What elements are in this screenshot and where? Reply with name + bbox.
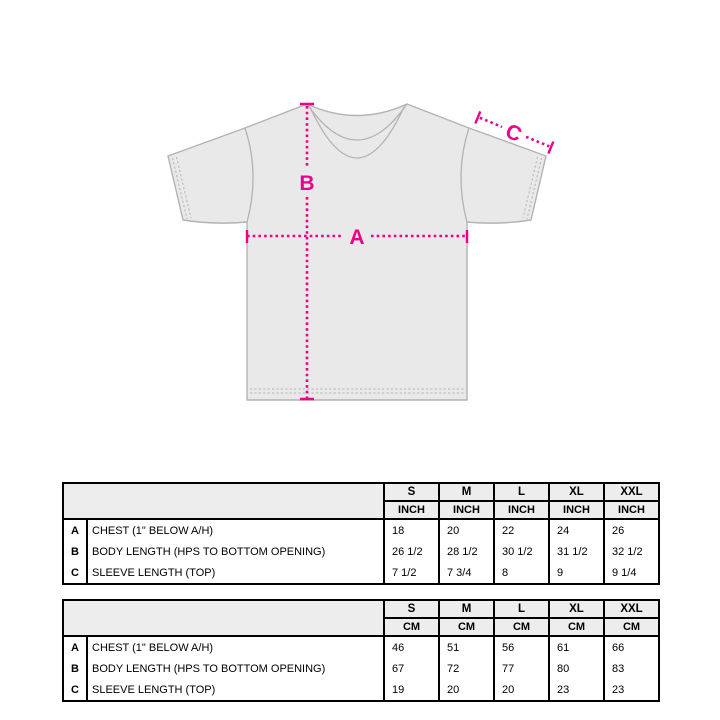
row-label: CHEST (1" BELOW A/H) bbox=[87, 636, 384, 658]
size-table-inch bbox=[62, 482, 660, 585]
cell-value: 31 1/2 bbox=[549, 541, 604, 562]
cell-value: 7 3/4 bbox=[439, 562, 494, 584]
row-key: A bbox=[63, 519, 87, 541]
cell-value: 20 bbox=[439, 679, 494, 701]
size-header: M bbox=[439, 483, 494, 501]
cell-value: 46 bbox=[384, 636, 439, 658]
size-header: L bbox=[494, 483, 549, 501]
cell-value: 22 bbox=[494, 519, 549, 541]
row-key: C bbox=[63, 679, 87, 701]
unit-header: INCH bbox=[494, 501, 549, 519]
row-label: CHEST (1" BELOW A/H) bbox=[87, 519, 384, 541]
unit-header: CM bbox=[384, 618, 439, 636]
cell-value: 26 1/2 bbox=[384, 541, 439, 562]
row-label: BODY LENGTH (HPS TO BOTTOM OPENING) bbox=[87, 541, 384, 562]
unit-header: CM bbox=[604, 618, 659, 636]
cell-value: 80 bbox=[549, 658, 604, 679]
tshirt-body bbox=[168, 104, 546, 400]
cell-value: 56 bbox=[494, 636, 549, 658]
unit-header: INCH bbox=[604, 501, 659, 519]
cell-value: 72 bbox=[439, 658, 494, 679]
unit-header: CM bbox=[439, 618, 494, 636]
cell-value: 9 bbox=[549, 562, 604, 584]
table-corner bbox=[63, 483, 384, 519]
cell-value: 67 bbox=[384, 658, 439, 679]
size-header: M bbox=[439, 600, 494, 618]
cell-value: 61 bbox=[549, 636, 604, 658]
row-label: BODY LENGTH (HPS TO BOTTOM OPENING) bbox=[87, 658, 384, 679]
cell-value: 51 bbox=[439, 636, 494, 658]
cell-value: 26 bbox=[612, 524, 625, 537]
cell-value: 28 1/2 bbox=[439, 541, 494, 562]
measure-label-a: A bbox=[349, 226, 365, 249]
size-table-cm bbox=[62, 599, 660, 702]
row-label: SLEEVE LENGTH (TOP) bbox=[87, 562, 384, 584]
cell-value: 20 bbox=[494, 679, 549, 701]
unit-header: CM bbox=[494, 618, 549, 636]
cell-value: 20 bbox=[439, 519, 494, 541]
unit-header: INCH bbox=[384, 501, 439, 519]
cell-value: 66 bbox=[612, 641, 625, 654]
table-corner bbox=[63, 600, 384, 636]
cell-value: 9 1/4 bbox=[612, 566, 637, 579]
cell-value: 7 1/2 bbox=[384, 562, 439, 584]
table-row bbox=[63, 541, 659, 562]
size-header: XL bbox=[549, 483, 604, 501]
size-header: L bbox=[494, 600, 549, 618]
table-row bbox=[63, 679, 659, 701]
unit-header: CM bbox=[549, 618, 604, 636]
cell-value: 77 bbox=[494, 658, 549, 679]
size-header: XXL bbox=[604, 483, 659, 501]
measure-label-b: B bbox=[299, 172, 315, 195]
row-key: B bbox=[63, 541, 87, 562]
cell-value: 23 bbox=[549, 679, 604, 701]
table-row bbox=[63, 519, 659, 541]
cell-value: 19 bbox=[384, 679, 439, 701]
unit-header: INCH bbox=[549, 501, 604, 519]
row-key: A bbox=[63, 636, 87, 658]
cell-value: 18 bbox=[384, 519, 439, 541]
size-header: XXL bbox=[604, 600, 659, 618]
size-header: S bbox=[384, 483, 439, 501]
cell-value: 23 bbox=[612, 683, 625, 696]
row-label: SLEEVE LENGTH (TOP) bbox=[87, 679, 384, 701]
row-key: C bbox=[63, 562, 87, 584]
cell-value: 8 bbox=[494, 562, 549, 584]
size-header: S bbox=[384, 600, 439, 618]
cell-value: 30 1/2 bbox=[494, 541, 549, 562]
size-header: XL bbox=[549, 600, 604, 618]
table-row bbox=[63, 636, 659, 658]
cell-value: 24 bbox=[549, 519, 604, 541]
row-key: B bbox=[63, 658, 87, 679]
measure-label-c: C bbox=[502, 119, 525, 147]
table-row bbox=[63, 562, 659, 584]
cell-value: 83 bbox=[612, 662, 625, 675]
unit-header: INCH bbox=[439, 501, 494, 519]
cell-value: 32 1/2 bbox=[612, 545, 643, 558]
table-row bbox=[63, 658, 659, 679]
